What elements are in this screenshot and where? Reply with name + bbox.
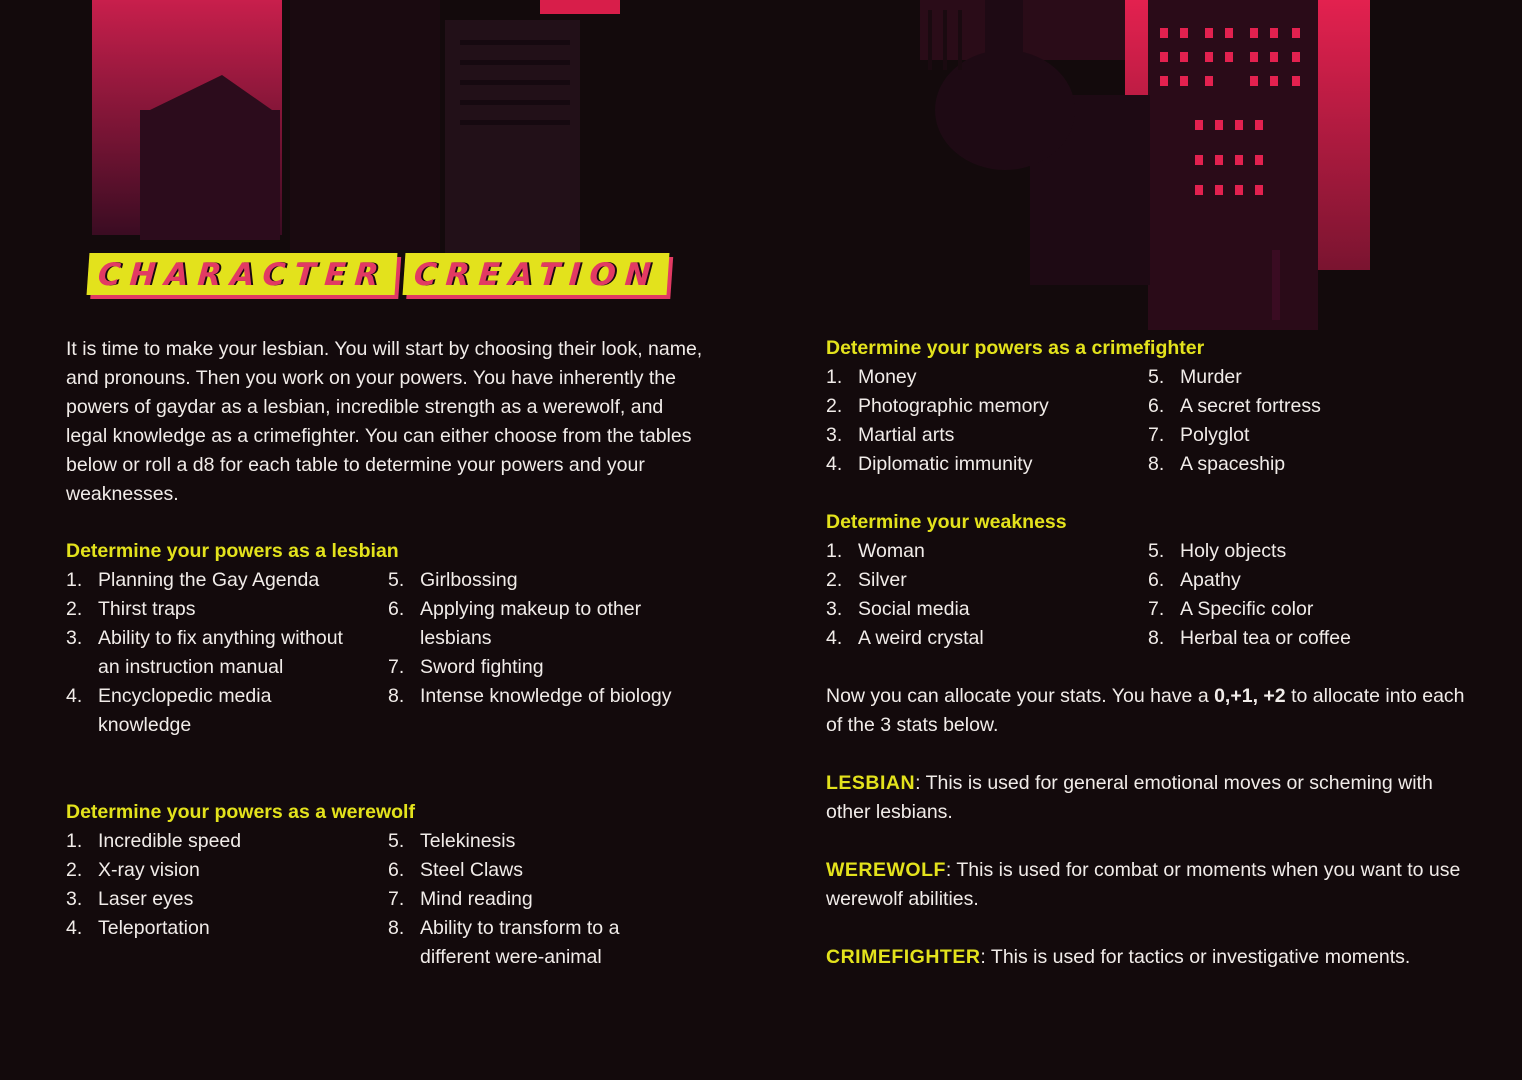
stat-werewolf <box>826 856 1466 914</box>
list-item-number: 7. <box>388 656 405 678</box>
list-item-number: 1. <box>66 830 83 852</box>
weakness-list-right <box>1148 537 1458 653</box>
title-word-character: CHARACTER <box>87 253 397 295</box>
list-item-number: 6. <box>1148 569 1165 591</box>
lesbian-powers-heading: Determine your powers as a lesbian <box>66 540 399 562</box>
list-item-text: Photographic memory <box>858 395 1049 417</box>
werewolf-powers-heading: Determine your powers as a werewolf <box>66 801 415 823</box>
list-item <box>66 827 366 856</box>
list-item <box>388 914 688 972</box>
list-item <box>826 537 1136 566</box>
stats-intro <box>826 682 1476 740</box>
weakness-heading-block <box>826 508 1466 537</box>
werewolf-powers-list-left <box>66 827 366 943</box>
list-item-text: Applying makeup to other lesbians <box>420 598 642 649</box>
stat-lesbian <box>826 769 1466 827</box>
list-item-number: 1. <box>826 540 843 562</box>
list-item <box>388 566 688 595</box>
list-item-text: Woman <box>858 540 925 562</box>
list-item <box>66 624 366 682</box>
list-item-number: 7. <box>1148 598 1165 620</box>
stat-werewolf-desc: : This is used for combat or moments when you want to use werewolf abilities. <box>826 859 1461 910</box>
stat-crimefighter-desc: : This is used for tactics or investigative moments. <box>980 946 1411 968</box>
list-item-number: 6. <box>388 598 405 620</box>
list-item-number: 8. <box>1148 627 1165 649</box>
crimefighter-powers-heading: Determine your powers as a crimefighter <box>826 337 1205 359</box>
lesbian-powers-list-left <box>66 566 366 740</box>
intro-section <box>66 335 706 509</box>
list-item <box>388 595 688 653</box>
list-item-number: 5. <box>1148 366 1165 388</box>
list-item <box>66 914 366 943</box>
crimefighter-powers-list-left <box>826 363 1136 479</box>
list-item <box>388 653 688 682</box>
intro-paragraph: It is time to make your lesbian. You will start by choosing their look, name, and pronouns. Then you work on your powers. You have inherently the powers of gaydar as a lesbian, incredible strength as a werewolf, and legal knowledge as a crimefighter. You can either choose from the tables below or roll a d8 for each table to determine your powers and your weaknesses. <box>66 338 703 505</box>
list-item-text: A Specific color <box>1180 598 1314 620</box>
list-item-text: Planning the Gay Agenda <box>98 569 320 591</box>
list-item-number: 4. <box>826 453 843 475</box>
list-item-number: 7. <box>1148 424 1165 446</box>
werewolf-powers-heading-block <box>66 798 706 827</box>
stat-crimefighter <box>826 943 1506 972</box>
list-item <box>826 624 1136 653</box>
list-item-text: Martial arts <box>858 424 955 446</box>
list-item <box>388 856 688 885</box>
list-item-text: Incredible speed <box>98 830 242 852</box>
lesbian-powers-list-right <box>388 566 688 711</box>
stat-lesbian-name: LESBIAN <box>826 772 916 794</box>
list-item-text: Herbal tea or coffee <box>1180 627 1351 649</box>
list-item <box>826 595 1136 624</box>
stat-werewolf-name: WEREWOLF <box>826 859 946 881</box>
list-item-text: Sword fighting <box>420 656 544 678</box>
list-item <box>1148 421 1458 450</box>
stat-crimefighter-name: CRIMEFIGHTER <box>826 946 981 968</box>
crimefighter-powers-list-right <box>1148 363 1458 479</box>
list-item-text: A spaceship <box>1180 453 1286 475</box>
list-item <box>66 566 366 595</box>
list-item <box>826 566 1136 595</box>
list-item-text: Telekinesis <box>420 830 516 852</box>
list-item-text: Polyglot <box>1180 424 1250 446</box>
list-item <box>826 392 1136 421</box>
list-item <box>1148 392 1458 421</box>
list-item <box>66 682 366 740</box>
list-item-text: Thirst traps <box>98 598 196 620</box>
werewolf-powers-list-right <box>388 827 688 972</box>
list-item <box>388 885 688 914</box>
list-item-text: A secret fortress <box>1180 395 1321 417</box>
list-item <box>1148 363 1458 392</box>
list-item <box>1148 537 1458 566</box>
lesbian-powers-heading-block <box>66 537 706 566</box>
list-item-text: Encyclopedic media knowledge <box>98 685 272 736</box>
list-item-text: Silver <box>858 569 907 591</box>
list-item-text: Laser eyes <box>98 888 194 910</box>
list-item-text: Murder <box>1180 366 1242 388</box>
list-item <box>826 421 1136 450</box>
list-item-number: 8. <box>388 917 405 939</box>
list-item-number: 4. <box>66 917 83 939</box>
list-item-number: 3. <box>826 424 843 446</box>
list-item-number: 3. <box>66 888 83 910</box>
list-item-number: 2. <box>66 859 83 881</box>
stats-intro-after: to allocate into each of the 3 stats below. <box>826 685 1465 736</box>
list-item-number: 1. <box>826 366 843 388</box>
list-item-text: Holy objects <box>1180 540 1287 562</box>
list-item-text: X-ray vision <box>98 859 200 881</box>
stat-lesbian-desc: : This is used for general emotional moves or scheming with other lesbians. <box>826 772 1433 823</box>
list-item-number: 1. <box>66 569 83 591</box>
list-item-text: Mind reading <box>420 888 533 910</box>
list-item-text: Teleportation <box>98 917 210 939</box>
list-item <box>826 363 1136 392</box>
list-item-text: Diplomatic immunity <box>858 453 1033 475</box>
list-item-number: 6. <box>1148 395 1165 417</box>
list-item-text: Girlbossing <box>420 569 518 591</box>
list-item-text: Apathy <box>1180 569 1241 591</box>
list-item <box>826 450 1136 479</box>
list-item-number: 7. <box>388 888 405 910</box>
crimefighter-powers-heading-block <box>826 334 1466 363</box>
stats-intro-before: Now you can allocate your stats. You have a <box>826 685 1215 707</box>
list-item-number: 6. <box>388 859 405 881</box>
list-item-number: 4. <box>66 685 83 707</box>
page-title <box>88 253 667 295</box>
list-item-number: 5. <box>1148 540 1165 562</box>
list-item-text: Steel Claws <box>420 859 523 881</box>
list-item <box>1148 595 1458 624</box>
list-item <box>1148 566 1458 595</box>
list-item-text: Ability to fix anything without an instruction manual <box>98 627 343 678</box>
list-item <box>1148 624 1458 653</box>
list-item <box>66 856 366 885</box>
list-item-number: 8. <box>1148 453 1165 475</box>
list-item-text: Ability to transform to a different were-animal <box>420 917 620 968</box>
list-item-number: 3. <box>826 598 843 620</box>
list-item <box>66 885 366 914</box>
list-item-number: 3. <box>66 627 83 649</box>
list-item <box>388 682 688 711</box>
weakness-heading: Determine your weakness <box>826 511 1067 533</box>
list-item-number: 2. <box>66 598 83 620</box>
list-item <box>66 595 366 624</box>
list-item-number: 8. <box>388 685 405 707</box>
list-item-text: Intense knowledge of biology <box>420 685 672 707</box>
title-word-creation: CREATION <box>402 253 669 295</box>
list-item-number: 5. <box>388 569 405 591</box>
list-item-text: Social media <box>858 598 970 620</box>
list-item <box>388 827 688 856</box>
list-item-number: 4. <box>826 627 843 649</box>
list-item-text: Money <box>858 366 917 388</box>
list-item-number: 5. <box>388 830 405 852</box>
list-item-text: A weird crystal <box>858 627 984 649</box>
weakness-list-left <box>826 537 1136 653</box>
list-item <box>1148 450 1458 479</box>
list-item-number: 2. <box>826 395 843 417</box>
stats-values: 0,+1, +2 <box>1214 685 1286 707</box>
list-item-number: 2. <box>826 569 843 591</box>
